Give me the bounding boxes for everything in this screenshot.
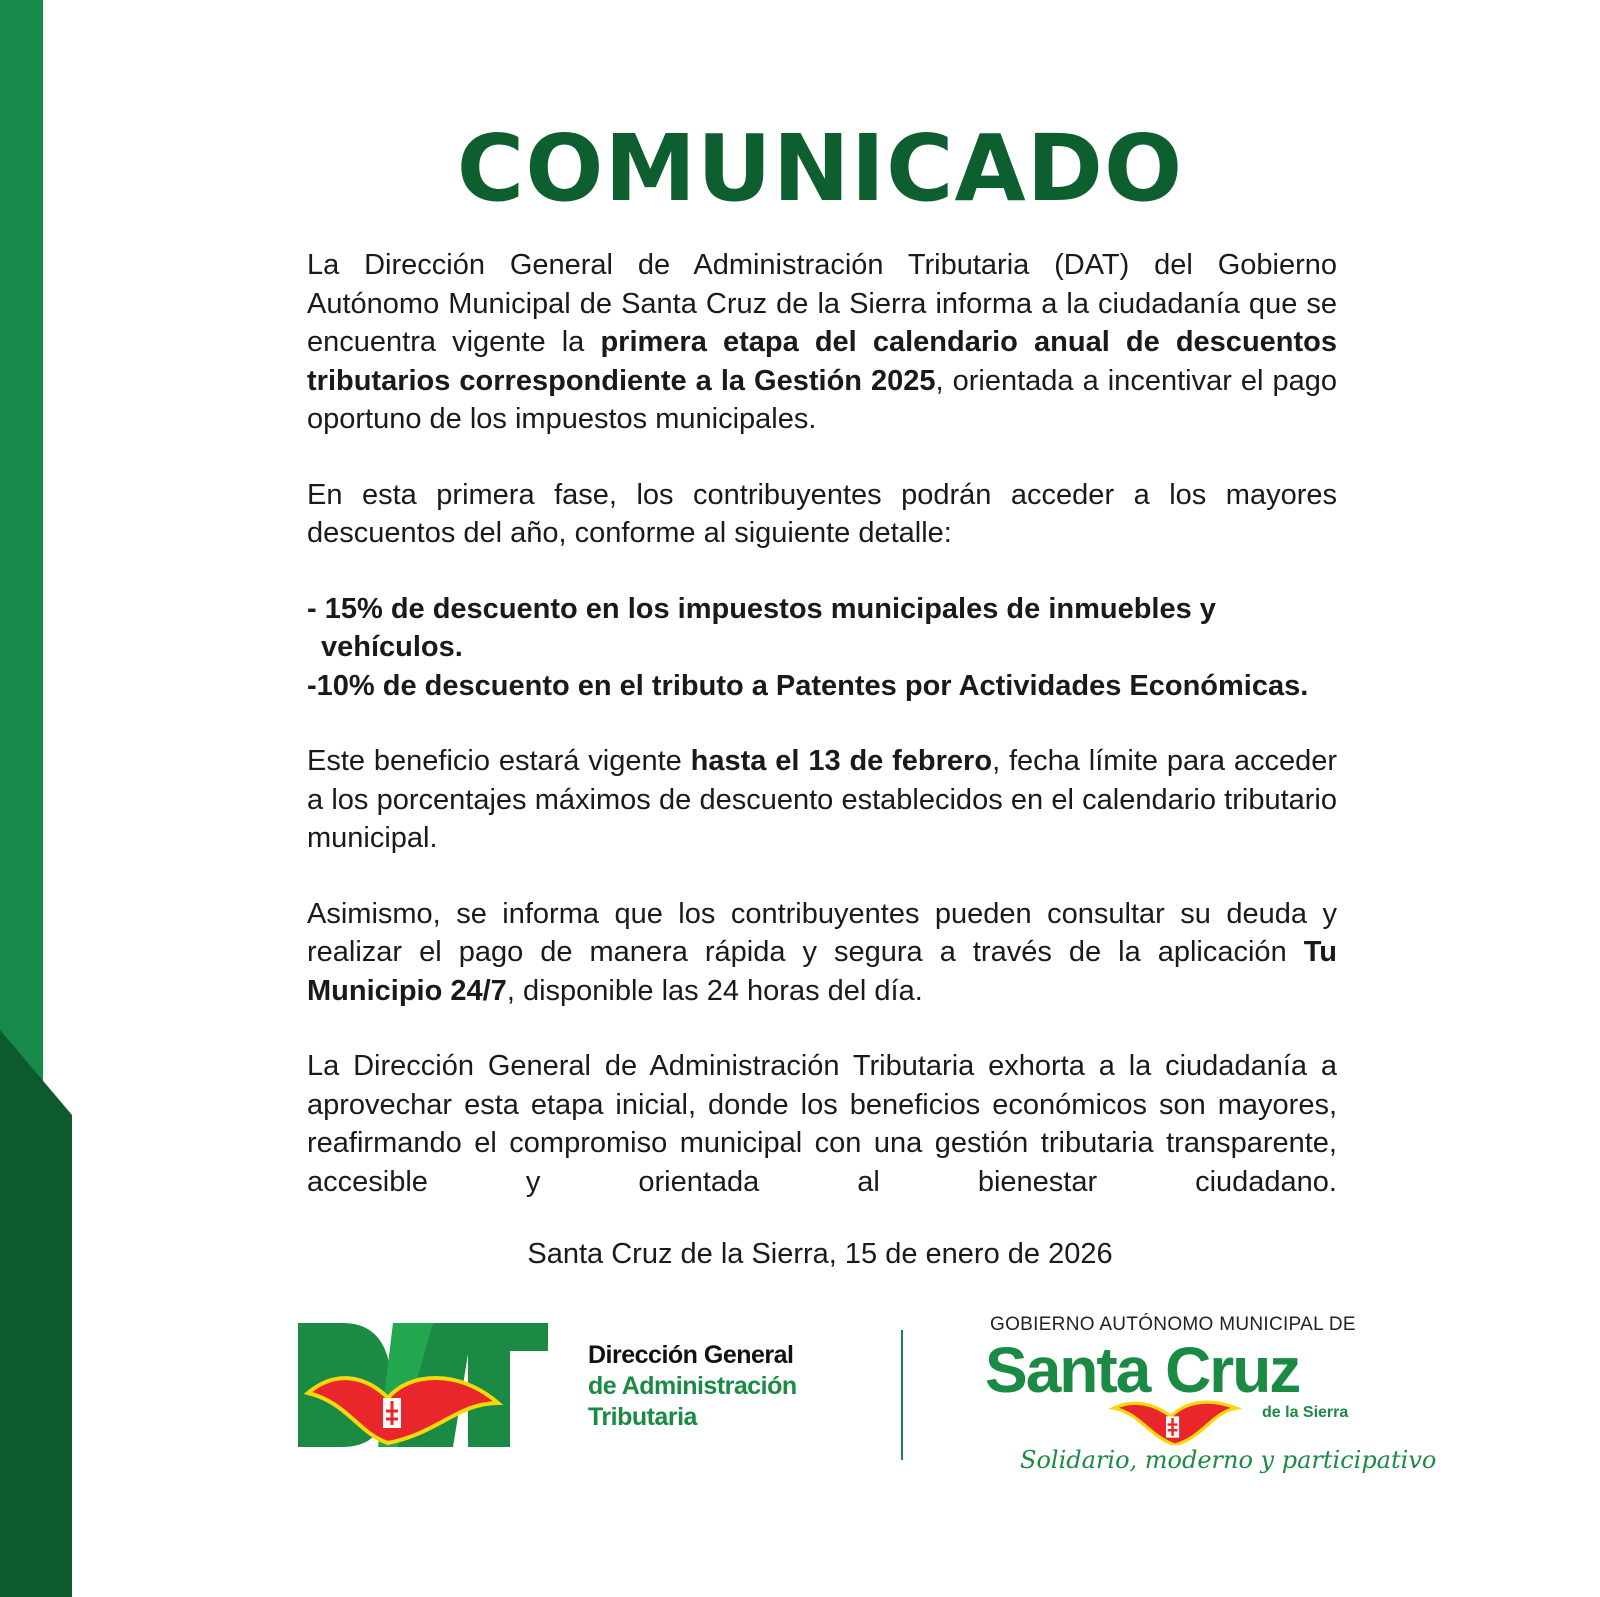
document-body <box>307 246 1337 1273</box>
bold-text: Tu Municipio 24/7 <box>307 936 1337 1007</box>
logo-divider <box>901 1330 903 1460</box>
santa-cruz-wordmark: Santa Cruz <box>985 1334 1300 1406</box>
discount-list <box>307 590 1337 706</box>
dat-name <box>588 1340 797 1433</box>
dat-line: de Administración <box>588 1372 797 1400</box>
paragraph-intro <box>307 246 1337 439</box>
text: Asimismo, se informa que los contribuyentes pueden consultar su deuda y realizar el pago de manera rápida y segura a través de la aplicación <box>307 897 1337 968</box>
text: Este beneficio estará vigente <box>307 745 691 777</box>
bold-text: hasta el 13 de febrero <box>690 745 993 777</box>
de-la-sierra-label: de la Sierra <box>1262 1404 1349 1421</box>
dat-line: Dirección General <box>588 1341 794 1369</box>
paragraph-app <box>307 895 1337 1011</box>
list-item: - 15% de descuento en los impuestos municipales de inmuebles y vehículos. <box>307 592 1216 663</box>
dat-logo <box>298 1323 548 1448</box>
paragraph-phase: En esta primera fase, los contribuyentes podrán acceder a los mayores descuentos del año, conforme al siguiente detalle: <box>307 478 1337 549</box>
gobierno-label: GOBIERNO AUTÓNOMO MUNICIPAL DE <box>990 1314 1356 1335</box>
santa-cruz-emblem <box>1100 1400 1250 1445</box>
dat-line: Tributaria <box>588 1403 697 1431</box>
text: , fecha límite para acceder a los porcentajes máximos de descuento establecidos en el calendario tributario municipal. <box>307 745 1337 854</box>
text: La Dirección General de Administración Tributaria (DAT) del Gobierno Autónomo Municipal de Santa Cruz de la Sierra informa a la ciudadanía que se encuentra vigente la <box>307 249 1337 358</box>
paragraph-closing: La Dirección General de Administración Tributaria exhorta a la ciudadanía a aprovechar esta etapa inicial, donde los beneficios económicos son mayores, reafirmando el compromiso municipal con una gestión tributaria transparente, accesible y orientada al bienestar ciudadano. <box>307 1050 1337 1198</box>
text: , disponible las 24 horas del día. <box>506 974 923 1007</box>
bold-text: primera etapa del calendario anual de descuentos tributarios correspondiente a la Gestión 2025 <box>307 326 1337 397</box>
date-line: Santa Cruz de la Sierra, 15 de enero de 2026 <box>527 1238 1113 1270</box>
slogan: Solidario, moderno y participativo <box>1020 1446 1437 1474</box>
text: , orientada a incentivar el pago oportuno de los impuestos municipales. <box>307 364 1337 435</box>
paragraph-deadline <box>307 742 1337 858</box>
list-item: -10% de descuento en el tributo a Patentes por Actividades Económicas. <box>307 669 1309 702</box>
page-title: COMUNICADO <box>456 115 1184 222</box>
